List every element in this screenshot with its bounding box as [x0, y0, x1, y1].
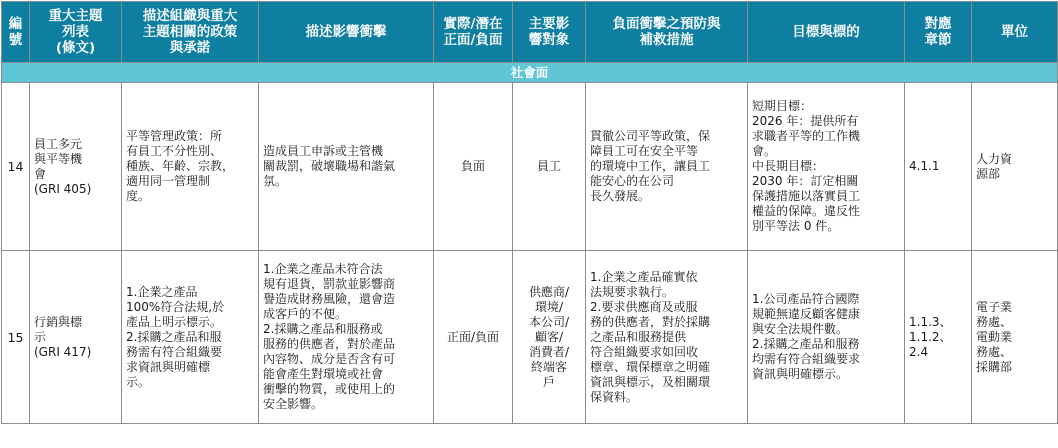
row-measures: 貫徹公司平等政策，保 障員工可在安全平等 的環境中工作，讓員工 能安心的在公司 長久發展。 — [586, 83, 748, 251]
header-chapter: 對應 章節 — [905, 2, 972, 63]
row-topic: 行銷與標 示 (GRI 417) — [30, 251, 122, 424]
row-chapter: 4.1.1 — [905, 83, 972, 251]
header-nature: 實際/潛在 正面/負面 — [434, 2, 513, 63]
section-row — [2, 63, 1058, 83]
row-nature: 負面 — [434, 83, 513, 251]
header-goals: 目標與標的 — [748, 2, 905, 63]
row-target: 供應商/ 環境/ 本公司/ 顧客/ 消費者/ 終端客 戶 — [513, 251, 586, 424]
header-topic: 重大主題 列表 (條文) — [30, 2, 122, 63]
header-target: 主要影 響對象 — [513, 2, 586, 63]
row-goals: 1.公司產品符合國際 規範無違反顧客健康 與安全法規件數。 2.採購之產品和服務 均需有符合組織要求 資訊與明確標示。 — [748, 251, 905, 424]
table-row — [2, 251, 1058, 424]
row-impact: 造成員工申訴或主管機 關裁罰，破壞職場和諧氣 氛。 — [259, 83, 434, 251]
row-number: 14 — [2, 83, 30, 251]
row-chapter: 1.1.3、 1.1.2、 2.4 — [905, 251, 972, 424]
header-policy: 描述組織與重大 主題相關的政策 與承諾 — [122, 2, 259, 63]
table-row — [2, 83, 1058, 251]
row-measures: 1.企業之產品確實依 法規要求執行。 2.要求供應商及或服 務的供應者，對於採購 之產品和服務提供 符合組織要求如回收 標章、環保標章之明確 資訊與標示，及相關環 保資料。 — [586, 251, 748, 424]
material-topics-table — [1, 1, 1058, 424]
section-title: 社會面 — [2, 63, 1058, 83]
row-target: 員工 — [513, 83, 586, 251]
header-measures: 負面衝擊之預防與 補救措施 — [586, 2, 748, 63]
header-row — [2, 2, 1058, 63]
header-no: 編 號 — [2, 2, 30, 63]
row-topic: 員工多元 與平等機 會 (GRI 405) — [30, 83, 122, 251]
row-goals: 短期目標： 2026 年：提供所有 求職者平等的工作機 會。 中長期目標： 2030 年：訂定相關 保護措施以落實員工 權益的保障。違反性 別平等法 0 件。 — [748, 83, 905, 251]
row-nature: 正面/負面 — [434, 251, 513, 424]
header-impact: 描述影響衝擊 — [259, 2, 434, 63]
row-unit: 人力資 源部 — [972, 83, 1058, 251]
row-policy: 1.企業之產品 100%符合法規,於 產品上明示標示。 2.採購之產品和服 務需有符合組織要 求資訊與明確標 示。 — [122, 251, 259, 424]
row-policy: 平等管理政策：所 有員工不分性別、 種族、年齡、宗教， 適用同一管理制 度。 — [122, 83, 259, 251]
row-number: 15 — [2, 251, 30, 424]
row-impact: 1.企業之產品未符合法 規有退貨，罰款並影響商 譽造成財務風險，還會造 成客戶的不便。 2.採購之產品和服務或 服務的供應者，對於產品 內容物、成分是否含有可 能會產生對環境或社會 衝擊的物質，或使用上的 安全影響。 — [259, 251, 434, 424]
header-unit: 單位 — [972, 2, 1058, 63]
row-unit: 電子業 務處、 電動業 務處、 採購部 — [972, 251, 1058, 424]
